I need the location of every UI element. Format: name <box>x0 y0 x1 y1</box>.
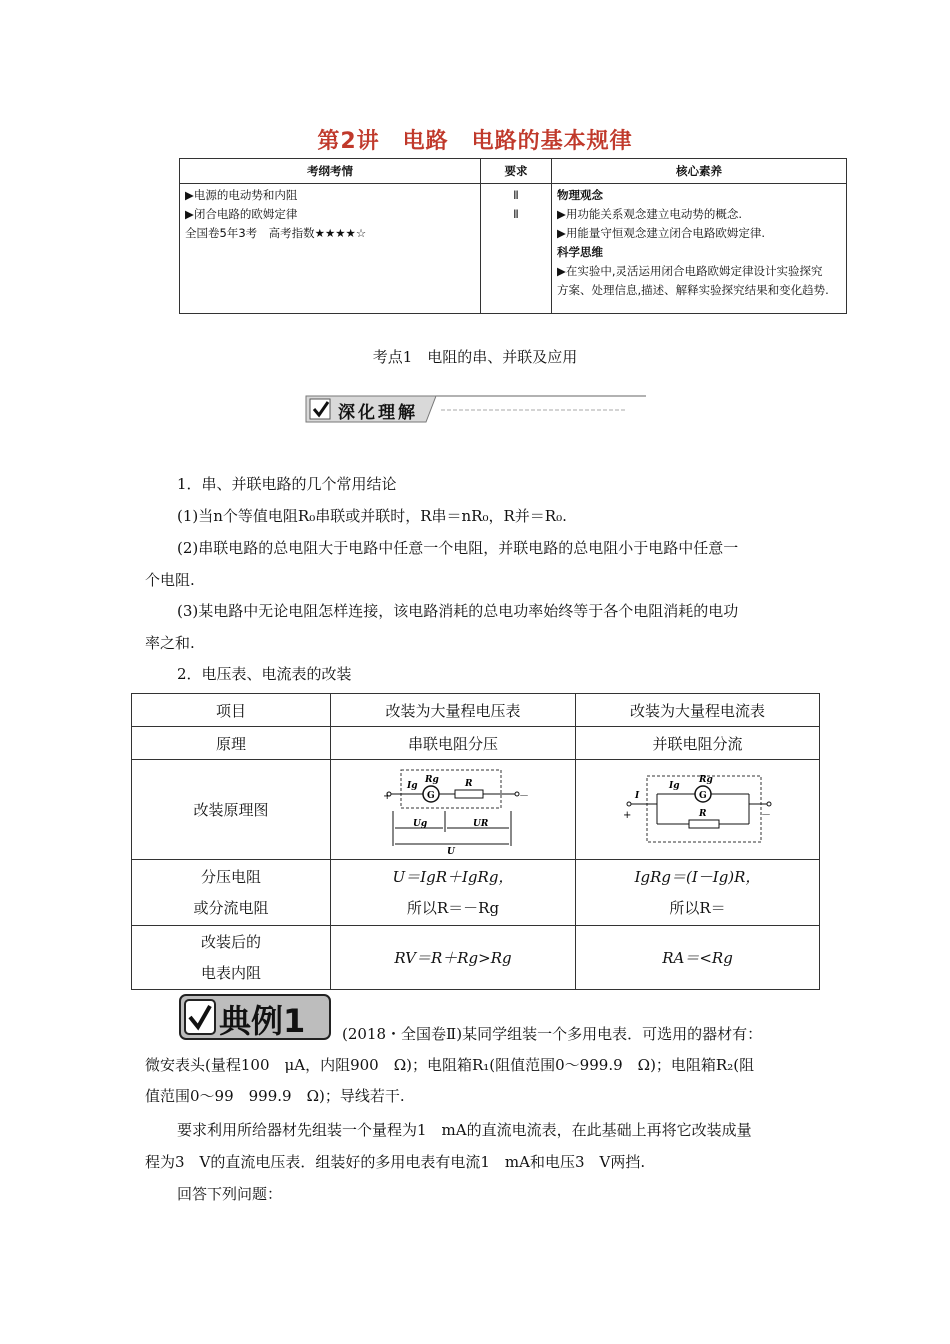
section-title: 考点1 电阻的串、并联及应用 <box>372 348 578 366</box>
g-label: G <box>427 790 435 801</box>
paragraph: (2018・全国卷Ⅱ)某同学组装一个多用电表．可选用的器材有： <box>342 1025 763 1043</box>
paragraph: (1)当n个等值电阻R₀串联或并联时，R串＝nR₀，R并＝R₀. <box>177 507 567 525</box>
paragraph: 1．串、并联电路的几个常用结论 <box>177 475 397 493</box>
cell <box>132 926 331 990</box>
u-label: U <box>447 846 455 857</box>
paragraph: (2)串联电路的总电阻大于电路中任意一个电阻，并联电路的总电阻小于电路中任意一 <box>177 539 739 557</box>
cell <box>576 860 820 926</box>
ug-label: Ug <box>413 818 428 829</box>
conversion-table <box>131 693 820 990</box>
kaogang-item: 全国卷5年3考 高考指数★★★★☆ <box>185 226 367 240</box>
suyang-cell <box>552 184 847 314</box>
cell <box>331 860 576 926</box>
r-label: R <box>465 778 473 789</box>
paragraph: 程为3 V的直流电压表．组装好的多用电表有电流1 mA和电压3 V两挡. <box>145 1153 646 1171</box>
ammeter-circuit-diagram <box>623 766 773 854</box>
kaogang-item: ▶闭合电路的欧姆定律 <box>185 207 298 221</box>
paragraph: 率之和. <box>145 634 195 652</box>
cell: RV＝R＋Rg>Rg <box>331 926 576 990</box>
paragraph: 个电阻. <box>145 571 195 589</box>
paragraph: 值范围0～99 999.9 Ω)；导线若干. <box>145 1087 405 1105</box>
cell: RA＝<Rg <box>576 926 820 990</box>
paragraph: 微安表头(量程100 μA，内阻900 Ω)；电阻箱R₁(阻值范围0～999.9 Ω)；电阻箱R₂(阻 <box>145 1056 755 1074</box>
plus-label: + <box>622 809 631 821</box>
cell-line: 所以R＝－Rg <box>406 898 500 917</box>
suyang-heading: 科学思维 <box>557 245 603 259</box>
yaoqiu-item: Ⅱ <box>513 207 519 221</box>
paragraph: 要求利用所给器材先组装一个量程为1 mA的直流电流表，在此基础上再将它改装成量 <box>177 1121 752 1139</box>
cell-line: 分压电阻 <box>200 867 261 886</box>
rg-label: Rg <box>425 774 439 785</box>
suyang-item: ▶用能量守恒观念建立闭合电路欧姆定律. <box>557 226 765 240</box>
ur-label: UR <box>473 818 489 829</box>
suyang-item: 方案、处理信息,描述、解释实验探究结果和变化趋势. <box>557 283 829 297</box>
cell: 串联电阻分压 <box>331 727 576 760</box>
suyang-item: ▶在实验中,灵活运用闭合电路欧姆定律设计实验探究 <box>557 264 823 278</box>
page-title: 第2讲 电路 电路的基本规律 <box>317 129 633 154</box>
cell: 改装为大量程电压表 <box>331 694 576 727</box>
paragraph: 2．电压表、电流表的改装 <box>177 665 352 683</box>
ig-label: Ig <box>668 780 680 791</box>
cell: 项目 <box>132 694 331 727</box>
voltmeter-circuit-diagram <box>383 766 529 857</box>
resistor-symbol <box>455 790 483 798</box>
g-label: G <box>698 790 707 801</box>
cell: 并联电阻分流 <box>576 727 820 760</box>
ig-label: Ig <box>407 780 418 791</box>
example-badge-text: 典例1 <box>219 1002 306 1040</box>
cell: 改装为大量程电流表 <box>576 694 820 727</box>
plus-label: + <box>383 790 392 802</box>
cell-line: 或分流电阻 <box>193 898 269 917</box>
header-yaoqiu: 要求 <box>481 159 552 184</box>
suyang-item: ▶用功能关系观念建立电动势的概念. <box>557 207 742 221</box>
cell-line: IgRg＝(I－Ig)R， <box>634 867 761 886</box>
kaogang-cell <box>180 184 481 314</box>
kaogang-item: ▶电源的电动势和内阻 <box>185 188 298 202</box>
banner-text: 深化理解 <box>338 403 418 423</box>
shenhua-banner <box>306 394 646 424</box>
yaoqiu-cell <box>481 184 552 314</box>
voltmeter-diagram-cell <box>331 760 576 860</box>
requirements-table <box>179 158 847 314</box>
cell <box>132 860 331 926</box>
header-suyang: 核心素养 <box>552 159 847 184</box>
cell-line: 改装后的 <box>200 932 261 951</box>
example-badge <box>179 994 331 1040</box>
minus-label: － <box>519 790 529 802</box>
rg-label: Rg <box>698 774 713 785</box>
header-kaogang: 考纲考情 <box>180 159 481 184</box>
resistor-symbol <box>689 820 719 828</box>
r-label: R <box>698 808 706 819</box>
cell-line: 电表内阻 <box>200 963 261 982</box>
cell-line: U＝IgR＋IgRg， <box>392 867 514 886</box>
cell-line: 所以R＝ <box>669 898 726 917</box>
minus-label: － <box>760 809 771 821</box>
i-label: I <box>634 790 639 801</box>
suyang-heading: 物理观念 <box>557 188 603 202</box>
cell: 原理 <box>132 727 331 760</box>
ammeter-diagram-cell <box>576 760 820 860</box>
paragraph: 回答下列问题： <box>177 1185 283 1203</box>
paragraph: (3)某电路中无论电阻怎样连接，该电路消耗的总电功率始终等于各个电阻消耗的电功 <box>177 602 739 620</box>
yaoqiu-item: Ⅱ <box>513 188 519 202</box>
cell: 改装原理图 <box>132 760 331 860</box>
